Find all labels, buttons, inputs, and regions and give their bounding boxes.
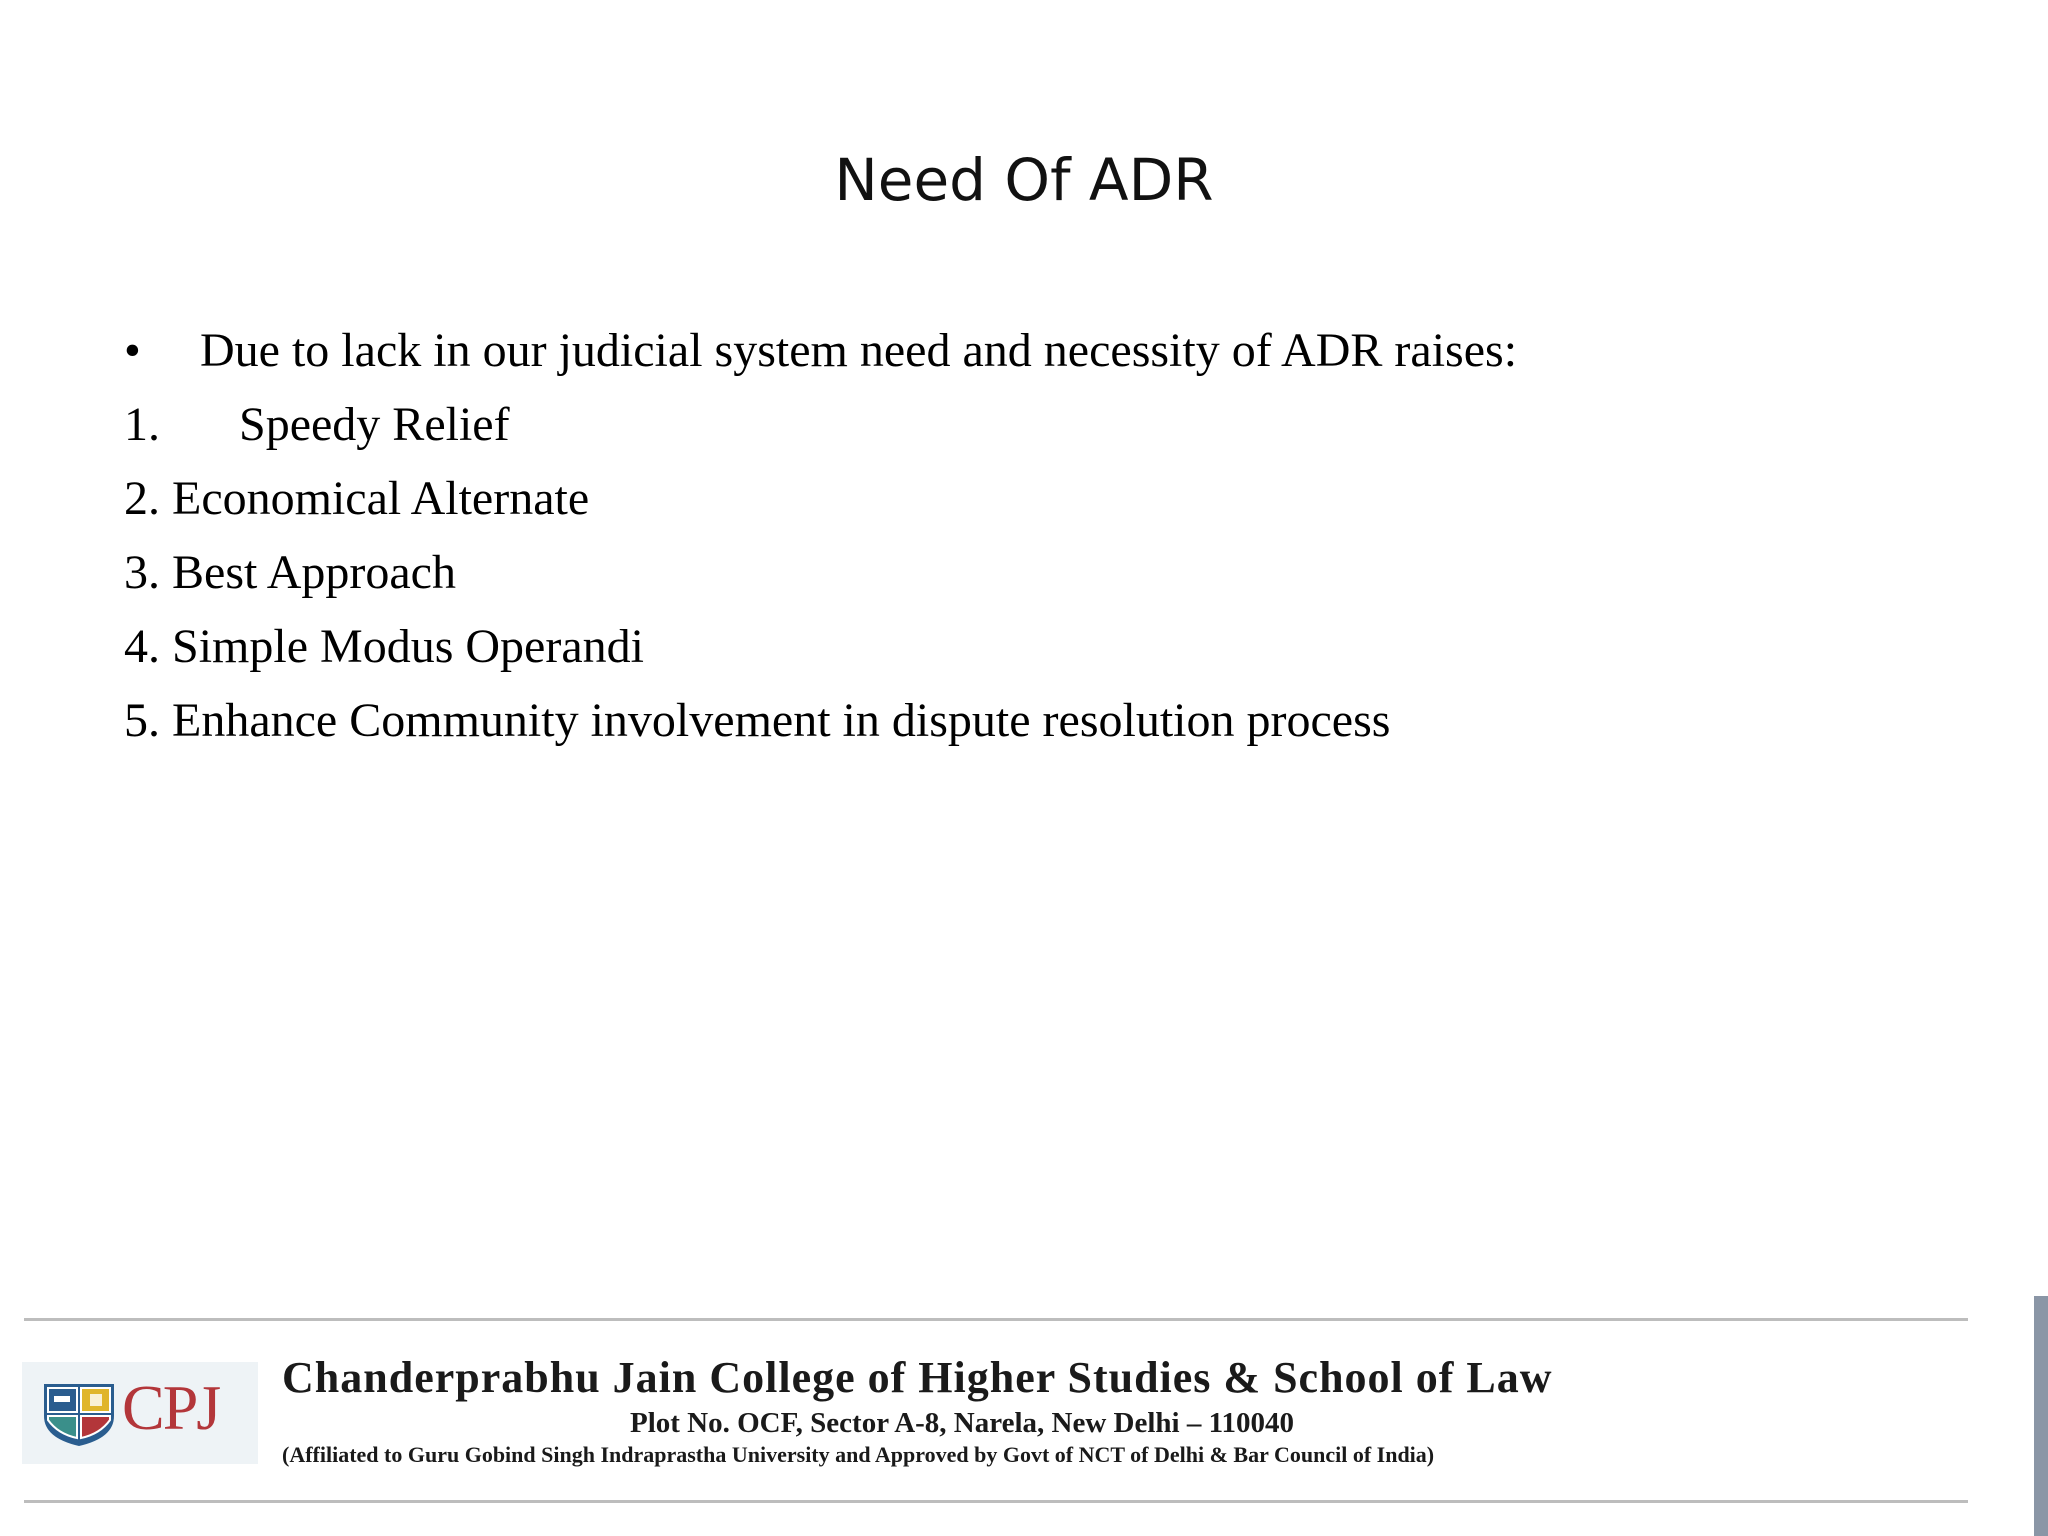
list-item-text: Best Approach: [172, 546, 456, 599]
logo-text: CPJ: [122, 1372, 220, 1443]
list-item-text: Simple Modus Operandi: [172, 620, 644, 673]
list-item-text: Speedy Relief: [239, 398, 510, 451]
list-item-text: Economical Alternate: [172, 472, 590, 525]
list-item: [124, 688, 1984, 762]
list-item-marker: 1.: [124, 398, 160, 451]
list-item-marker: 4.: [124, 620, 160, 673]
side-accent-bar: [2034, 1296, 2048, 1536]
shield-icon: [40, 1378, 118, 1448]
list-item: [124, 466, 1984, 540]
college-logo: [22, 1362, 258, 1464]
list-item: [124, 540, 1984, 614]
slide-content: [124, 318, 1984, 762]
list-item: [124, 392, 1984, 466]
list-item: [124, 614, 1984, 688]
college-info: [282, 1350, 1922, 1470]
college-affiliation: (Affiliated to Guru Gobind Singh Indraprastha University and Approved by Govt of NCT of Delhi & Bar Council of India): [282, 1442, 1435, 1467]
college-address: Plot No. OCF, Sector A-8, Narela, New Delhi – 110040: [630, 1407, 1294, 1439]
list-item-marker: 2.: [124, 472, 160, 525]
list-item-marker: 5.: [124, 694, 160, 747]
list-item-text: Enhance Community involvement in dispute resolution process: [172, 694, 1391, 747]
footer-divider-top: [24, 1318, 1968, 1321]
bullet-row: [124, 318, 1984, 392]
bullet-marker: •: [124, 324, 141, 377]
bullet-text: Due to lack in our judicial system need and necessity of ADR raises:: [200, 324, 1518, 377]
list-item-marker: 3.: [124, 546, 160, 599]
college-name: Chanderprabhu Jain College of Higher Studies & School of Law: [282, 1353, 1553, 1402]
slide-title: Need Of ADR: [834, 146, 1214, 214]
footer-divider-bottom: [24, 1500, 1968, 1503]
